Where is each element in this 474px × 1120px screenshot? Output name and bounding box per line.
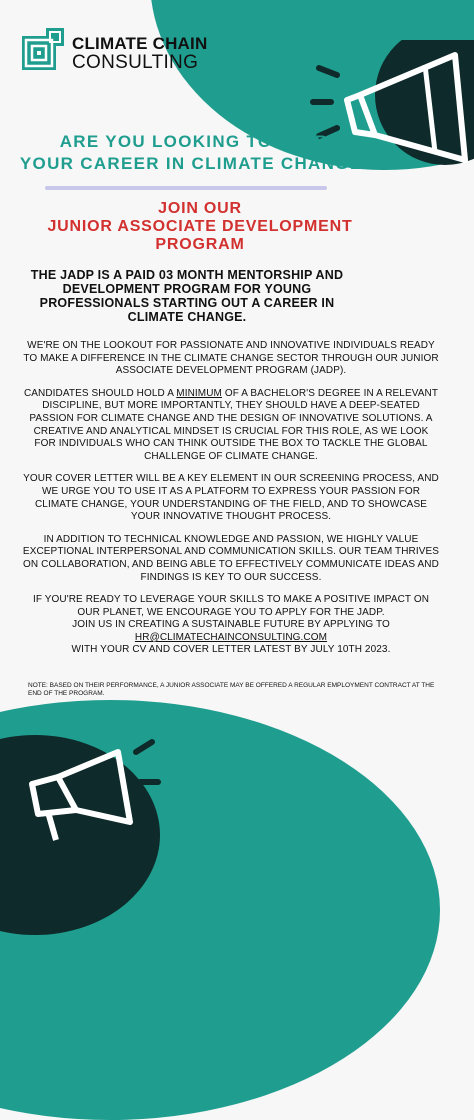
candidates-text-start: CANDIDATES SHOULD HOLD A xyxy=(23,387,177,399)
paragraph-candidates xyxy=(22,388,440,464)
megaphone-icon xyxy=(18,722,168,847)
maze-logo-icon xyxy=(22,28,64,78)
program-intro: THE JADP IS A PAID 03 MONTH MENTORSHIP AND DEVELOPMENT PROGRAM FOR YOUNG PROFESSIONALS STARTING OUT A CAREER IN CLIMATE CHANGE. xyxy=(30,268,344,324)
headline-line-1: ARE YOU LOOKING TO START xyxy=(59,132,341,151)
paragraph-apply xyxy=(22,594,440,657)
email-link[interactable]: HR@CLIMATECHAINCONSULTING.COM xyxy=(134,631,328,643)
footnote: NOTE: BASED ON THEIR PERFORMANCE, A JUNIOR ASSOCIATE MAY BE OFFERED A REGULAR EMPLOYMENT CONTRACT AT THE END OF THE PROGRAM. xyxy=(28,682,435,697)
paragraph-cover-letter: YOUR COVER LETTER WILL BE A KEY ELEMENT IN OUR SCREENING PROCESS, AND WE URGE YOU TO USE IT AS A PLATFORM TO EXPRESS YOUR PASSION FOR CLIMATE CHANGE, YOUR UNDERSTANDING OF THE FIELD, AND TO SHOWCASE YOUR INNOVATIVE THOUGHT PROCESS. xyxy=(23,473,439,523)
program-title-line-3: PROGRAM xyxy=(155,236,245,253)
divider xyxy=(45,186,327,190)
body-copy xyxy=(22,340,440,667)
headline-line-2: YOUR CAREER IN CLIMATE CHANGE ? xyxy=(19,154,381,173)
program-title xyxy=(0,200,400,254)
program-title-line-2: JUNIOR ASSOCIATE DEVELOPMENT xyxy=(47,218,353,235)
paragraph-lookout: WE'RE ON THE LOOKOUT FOR PASSIONATE AND INNOVATIVE INDIVIDUALS READY TO MAKE A DIFFERENCE IN THE CLIMATE CHANGE SECTOR THROUGH OUR JUNIOR ASSOCIATE DEVELOPMENT PROGRAM (JADP). xyxy=(23,340,439,377)
brand-subname: CONSULTING xyxy=(72,51,199,73)
apply-line-2: JOIN US IN CREATING A SUSTAINABLE FUTURE BY APPLYING TO xyxy=(72,619,390,631)
paragraph-skills: IN ADDITION TO TECHNICAL KNOWLEDGE AND PASSION, WE HIGHLY VALUE EXCEPTIONAL INTERPERSONAL AND COMMUNICATION SKILLS. OUR TEAM THRIVES ON COLLABORATION, AND BEING ABLE TO EFFECTIVELY COMMUNICATE IDEAS AND FINDINGS IS KEY TO OUR SUCCESS. xyxy=(22,533,440,583)
candidates-text-end: OF A BACHELOR'S DEGREE IN A RELEVANT DISCIPLINE, BUT MORE IMPORTANTLY, THEY SHOULD HAVE A DEEP-SEATED PASSION FOR CLIMATE CHANGE AND THE DESIGN OF INNOVATIVE SOLUTIONS. A CREATIVE AND ANALYTICAL MINDSET IS CRUCIAL FOR THIS ROLE, AS WE LOOK FOR INDIVIDUALS WHO CAN THINK OUTSIDE THE BOX TO TACKLE THE GLOBAL CHALLENGE OF CLIMATE CHANGE. xyxy=(29,387,439,462)
company-logo xyxy=(22,28,207,78)
minimum-underlined: MINIMUM xyxy=(176,387,222,399)
apply-line-3: WITH YOUR CV AND COVER LETTER LATEST BY JULY 10TH 2023. xyxy=(71,644,391,656)
apply-line-1: IF YOU'RE READY TO LEVERAGE YOUR SKILLS TO MAKE A POSITIVE IMPACT ON OUR PLANET, WE ENCOURAGE YOU TO APPLY FOR THE JADP. xyxy=(32,594,430,618)
program-title-line-1: JOIN OUR xyxy=(158,200,242,217)
headline xyxy=(0,131,400,175)
brand-name: CLIMATE CHAIN xyxy=(72,33,208,53)
